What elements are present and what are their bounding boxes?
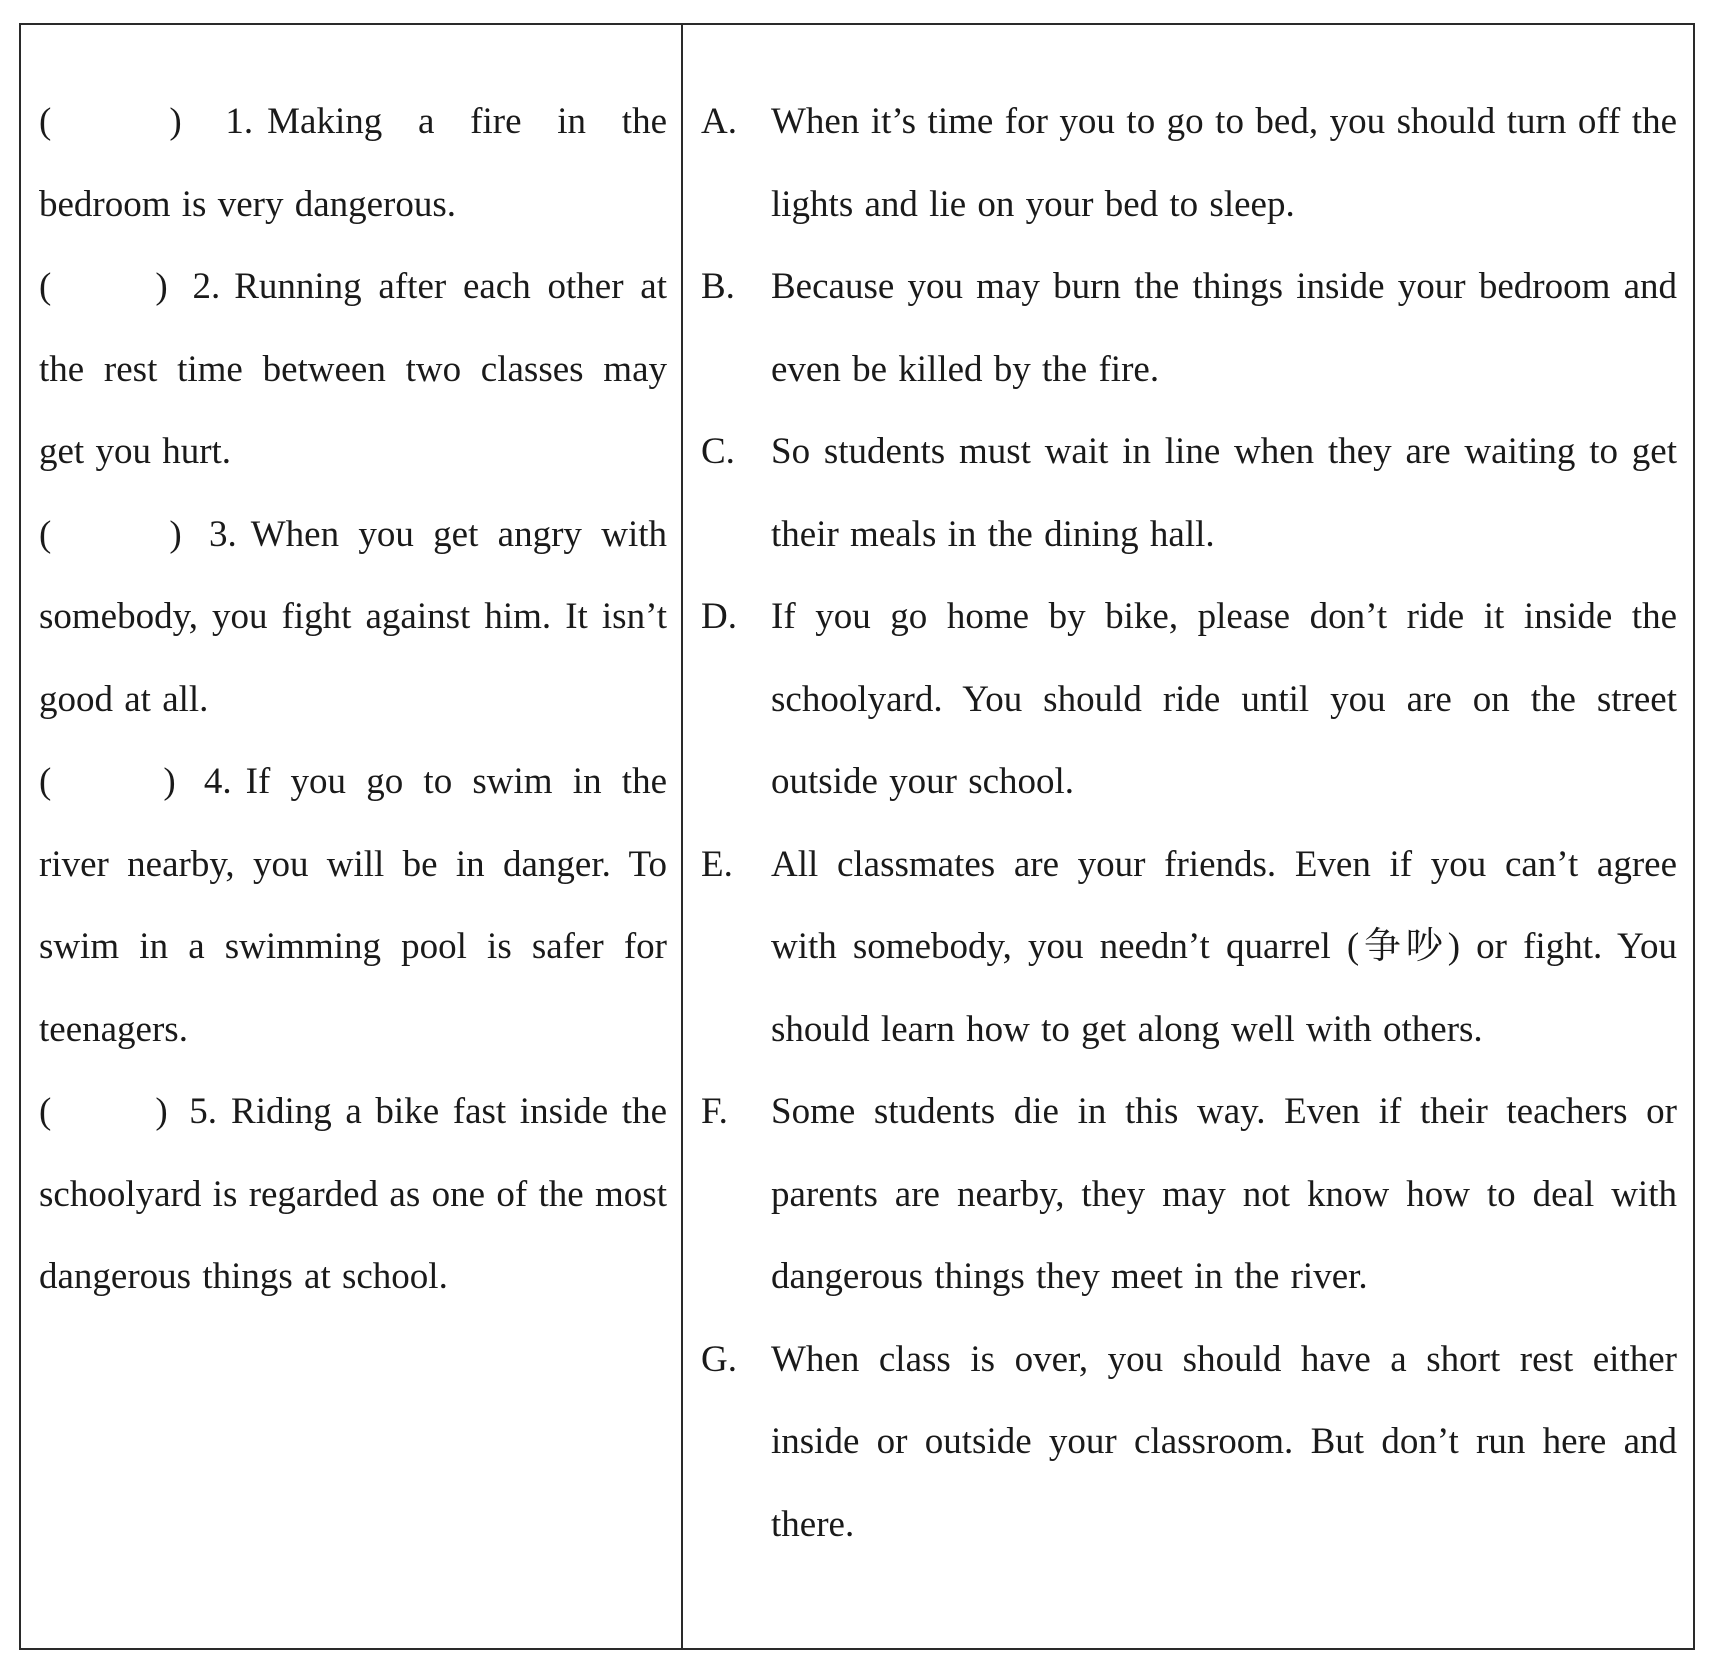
answer-paren-open: ( xyxy=(39,761,52,802)
matching-table xyxy=(19,23,1695,1650)
option-text: Because you may burn the things inside your bedroom and even be killed by the fire. xyxy=(771,266,1677,390)
question-number: 3. xyxy=(208,513,237,555)
option-item xyxy=(701,1319,1677,1567)
question-number: 5. xyxy=(189,1091,218,1132)
option-letter: C. xyxy=(701,431,735,472)
option-item xyxy=(701,576,1677,824)
answer-paren-open: ( xyxy=(39,101,52,142)
options-column xyxy=(683,25,1693,1648)
option-text: So students must wait in line when they are waiting to get their meals in the dining hall. xyxy=(771,431,1677,555)
option-text: Some students die in this way. Even if their teachers or parents are nearby, they may not know how to deal with dangerous things they meet in the river. xyxy=(771,1091,1677,1297)
option-text: All classmates are your friends. Even if you can’t agree with somebody, you needn’t quarrel (争吵) or fight. You should learn how to get along well with others. xyxy=(771,843,1677,1050)
option-letter: B. xyxy=(701,266,735,307)
option-text: When it’s time for you to go to bed, you should turn off the lights and lie on your bed to sleep. xyxy=(771,101,1677,225)
answer-paren-open: ( xyxy=(39,513,52,555)
option-text: When class is over, you should have a short rest either inside or outside your classroom. But don’t run here and there. xyxy=(771,1338,1677,1545)
question-item xyxy=(39,741,667,1071)
question-number: 2. xyxy=(192,266,221,307)
answer-paren-close: ) xyxy=(155,1091,168,1132)
answer-paren-close: ) xyxy=(169,513,182,555)
question-text: When you get angry with somebody, you fight against him. It isn’t good at all. xyxy=(39,513,668,720)
option-letter: G. xyxy=(701,1338,737,1380)
answer-paren-open: ( xyxy=(39,266,52,307)
option-letter: D. xyxy=(701,596,737,637)
question-item xyxy=(39,1071,667,1319)
question-number: 4. xyxy=(203,761,232,802)
option-letter: A. xyxy=(701,101,737,142)
option-text: If you go home by bike, please don’t ride it inside the schoolyard. You should ride until you are on the street outside your school. xyxy=(771,596,1677,802)
question-text: Riding a bike fast inside the schoolyard is regarded as one of the most dangerous things at school. xyxy=(39,1091,667,1297)
option-item xyxy=(701,246,1677,411)
question-text: If you go to swim in the river nearby, you will be in danger. To swim in a swimming pool is safer for teenagers. xyxy=(39,761,667,1050)
option-letter: F. xyxy=(701,1091,728,1132)
question-item xyxy=(39,494,667,742)
answer-paren-close: ) xyxy=(155,266,168,307)
answer-paren-open: ( xyxy=(39,1091,52,1132)
question-text: Making a fire in the bedroom is very dangerous. xyxy=(39,101,667,225)
answer-paren-close: ) xyxy=(163,761,176,802)
questions-column xyxy=(21,25,683,1648)
question-item xyxy=(39,246,667,494)
option-letter: E. xyxy=(701,843,733,885)
option-item xyxy=(701,411,1677,576)
question-number: 1. xyxy=(225,101,254,142)
question-text: Running after each other at the rest time between two classes may get you hurt. xyxy=(39,266,668,472)
option-item xyxy=(701,81,1677,246)
question-item xyxy=(39,81,667,246)
option-item xyxy=(701,1071,1677,1319)
answer-paren-close: ) xyxy=(169,101,182,142)
option-item xyxy=(701,824,1677,1072)
